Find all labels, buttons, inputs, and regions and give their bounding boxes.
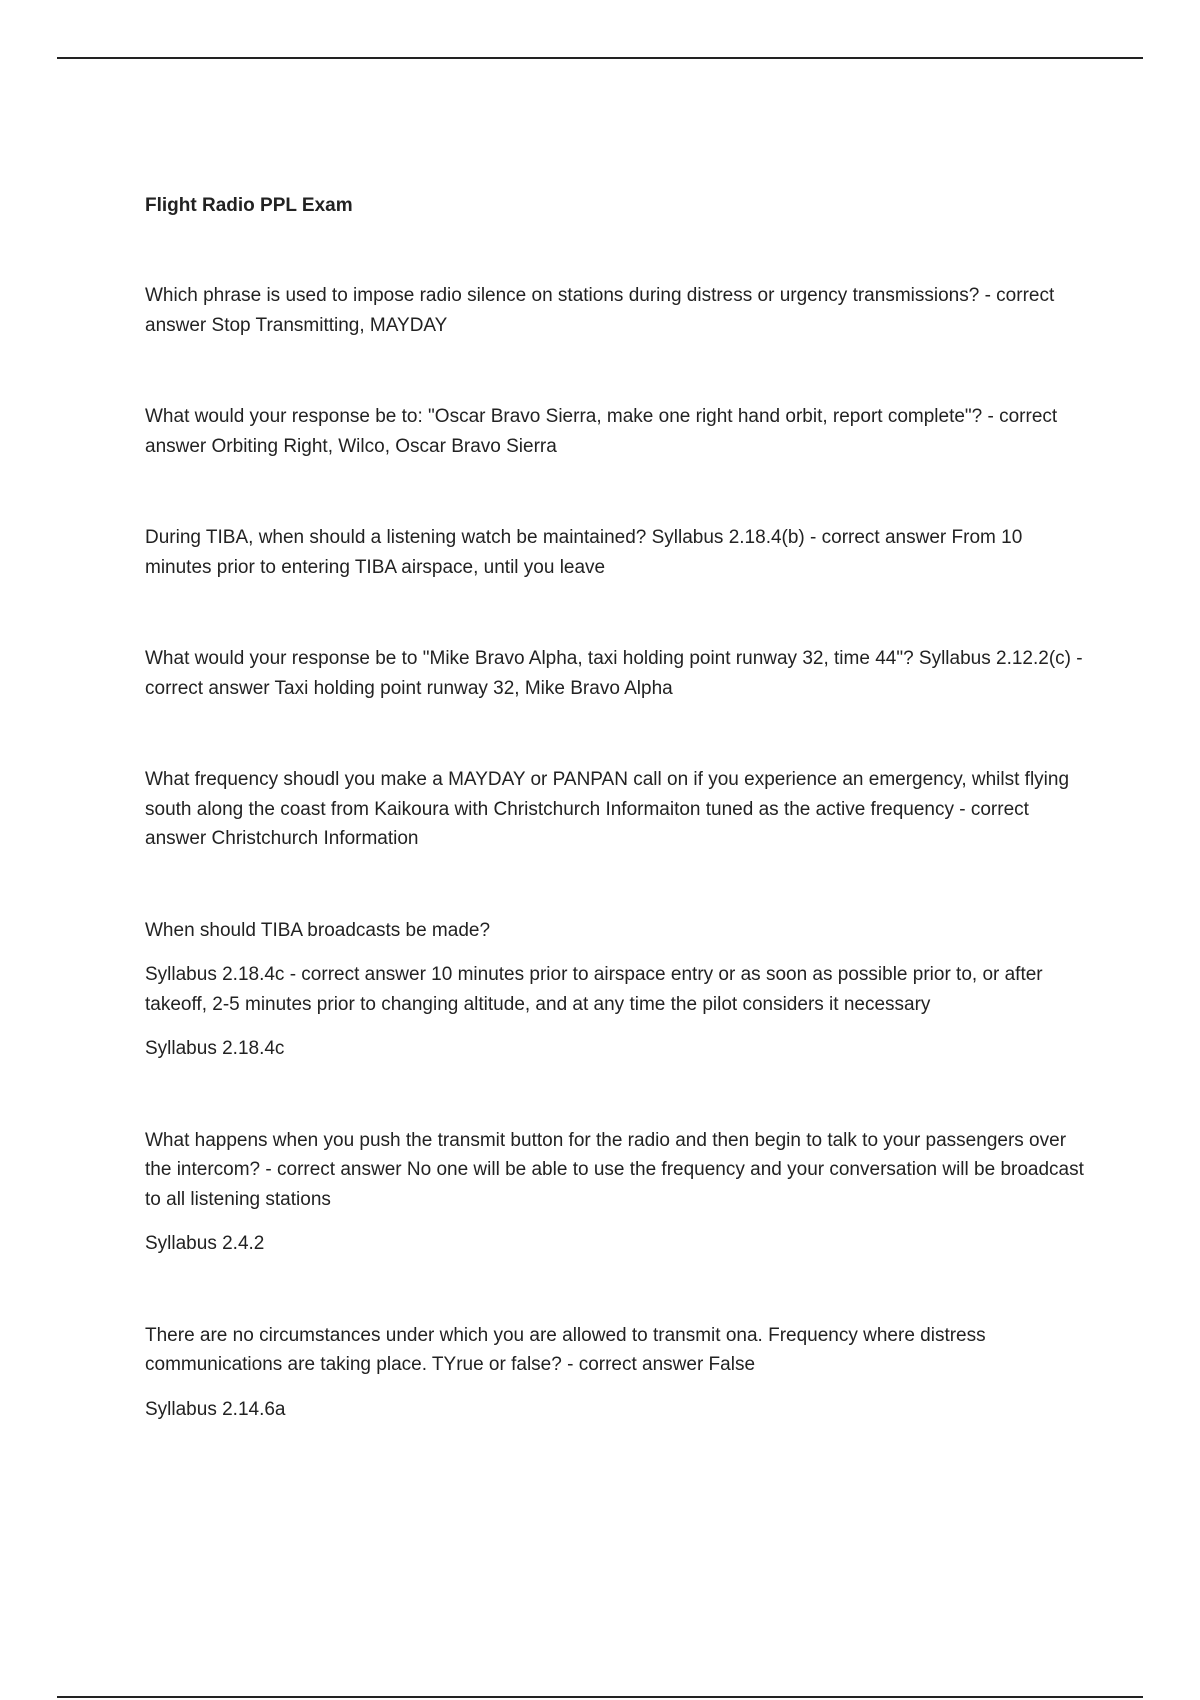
qa-item-8	[145, 1321, 1085, 1425]
question-answer-text: What would your response be to "Mike Bravo Alpha, taxi holding point runway 32, time 44"? Syllabus 2.12.2(c) - correct answer Taxi holding point runway 32, Mike Bravo Alpha	[145, 648, 1083, 699]
qa-item-6	[145, 916, 1085, 1064]
question-answer-text: What happens when you push the transmit button for the radio and then begin to talk to your passengers over the intercom? - correct answer No one will be able to use the frequency and your conversation will be broadcast to all listening stations	[145, 1129, 1084, 1210]
question-answer-text: During TIBA, when should a listening watch be maintained? Syllabus 2.18.4(b) - correct answer From 10 minutes prior to entering TIBA airspace, until you leave	[145, 527, 1023, 578]
footer-rule	[57, 1696, 1143, 1698]
qa-item-2	[145, 402, 1085, 461]
syllabus-reference: Syllabus 2.14.6a	[145, 1398, 286, 1420]
question-answer-text: What would your response be to: "Oscar Bravo Sierra, make one right hand orbit, report complete"? - correct answer Orbiting Right, Wilco, Oscar Bravo Sierra	[145, 406, 1058, 457]
question-answer-text: What frequency shoudl you make a MAYDAY or PANPAN call on if you experience an emergency, whilst flying south along the coast from Kaikoura with Christchurch Informaiton tuned as the active frequency - correct answer Christchurch Information	[145, 769, 1070, 849]
qa-item-1	[145, 281, 1085, 340]
header-rule	[57, 57, 1143, 59]
question-answer-text: Which phrase is used to impose radio silence on stations during distress or urgency transmissions? - correct answer Stop Transmitting, MAYDAY	[145, 285, 1055, 336]
qa-item-7	[145, 1126, 1085, 1259]
document-body	[145, 193, 1085, 1486]
document-title: Flight Radio PPL Exam	[145, 195, 353, 216]
qa-item-5	[145, 765, 1085, 854]
answer-note: Syllabus 2.18.4c - correct answer 10 minutes prior to airspace entry or as soon as possible prior to, or after takeoff, 2-5 minutes prior to changing altitude, and at any time the pilot considers it necessary	[145, 964, 1043, 1015]
syllabus-reference: Syllabus 2.4.2	[145, 1233, 265, 1254]
qa-item-3	[145, 523, 1085, 582]
question-text: When should TIBA broadcasts be made?	[145, 919, 491, 941]
syllabus-reference: Syllabus 2.18.4c	[145, 1038, 285, 1059]
question-answer-text: There are no circumstances under which you are allowed to transmit ona. Frequency where distress communications are taking place. TYrue or false? - correct answer False	[145, 1324, 986, 1375]
qa-item-4	[145, 644, 1085, 703]
